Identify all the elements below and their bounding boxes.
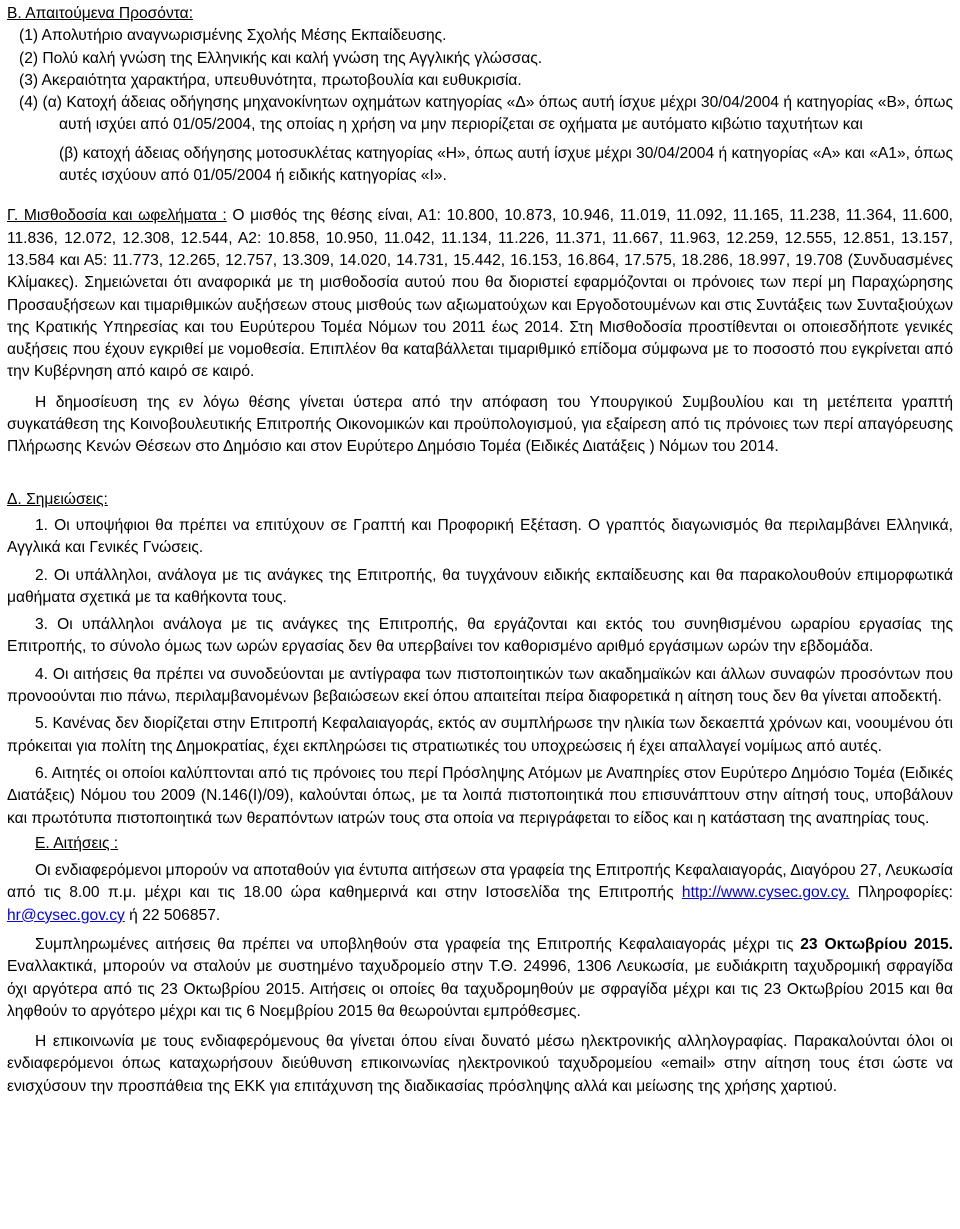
- note-1: 1. Οι υποψήφιοι θα πρέπει να επιτύχουν σε Γραπτή και Προφορική Εξέταση. Ο γραπτός διαγωνισμός θα περιλαμβάνει Ελληνικά, Αγγλικά και Γενικές Γνώσεις.: [7, 516, 953, 557]
- note-5: 5. Κανένας δεν διορίζεται στην Επιτροπή Κεφαλαιαγοράς, εκτός αν συμπλήρωσε την ηλικία των δεκαεπτά χρόνων και, νοουμένου ότι πρόκειται για πολίτη της Δημοκρατίας, έχει εκπληρώσει τις στρατιωτικές του υποχρεώσεις ή έχει απαλλαγεί νομίμως από αυτές.: [7, 715, 953, 755]
- requirement-2: (2) Πολύ καλή γνώση της Ελληνικής και καλή γνώση της Αγγλικής γλώσσας.: [19, 49, 543, 67]
- applications-text: Οι ενδιαφερόμενοι μπορούν να αποταθούν για έντυπα αιτήσεων στα γραφεία της Επιτροπής Κεφαλαιαγοράς, Διαγόρου 27, Λευκωσία από τις 8.00 π.μ. μέχρι και τις 18.00 ώρα καθημερινά και στην Ιστοσελίδα της Επιτροπής: [7, 862, 953, 902]
- section-c-heading: Γ. Μισθοδοσία και ωφελήματα :: [7, 207, 227, 225]
- applications-paragraph-3: Η επικοινωνία με τους ενδιαφερόμενους θα γίνεται όπου είναι δυνατό μέσω ηλεκτρονικής αλληλογραφίας. Παρακαλούνται όλοι οι ενδιαφερόμενοι όπως καταχωρήσουν διεύθυνση επικοινωνίας ηλεκτρονικού ταχυδρομείου «email» στην αίτηση τους έτσι ώστε να ενισχύσουν την προσπάθεια της ΕΚΚ για επιτάχυνση της διαδικασίας πρόσληψης αλλά και μείωσης της χρήσης χαρτιού.: [7, 1033, 953, 1095]
- website-link[interactable]: http://www.cysec.gov.cy.: [681, 884, 850, 902]
- submission-details: Εναλλακτικά, μπορούν να σταλούν με συστημένο ταχυδρομείο στην Τ.Θ. 24996, 1306 Λευκωσία, με ευδιάκριτη ταχυδρομική σφραγίδα όχι αργότερα από τις 23 Οκτωβρίου 2015. Αιτήσεις οι οποίες θα ταχυδρομηθούν με σφραγίδα μέχρι και τις 23 Οκτωβρίου 2015 και θα ληφθούν το αργότερο μέχρι και τις 6 Νοεμβρίου 2015 θα θεωρούνται εμπρόθεσμες.: [7, 958, 953, 1020]
- email-link[interactable]: hr@cysec.gov.cy: [7, 906, 125, 924]
- salary-paragraph: [7, 205, 953, 383]
- phone-number: ή 22 506857.: [124, 906, 221, 924]
- spacer: [7, 459, 953, 489]
- deadline-date: 23 Οκτωβρίου 2015.: [800, 935, 953, 953]
- info-label: Πληροφορίες:: [849, 884, 953, 902]
- note-4: 4. Οι αιτήσεις θα πρέπει να συνοδεύονται με αντίγραφα των πιστοποιητικών των ακαδημαϊκών και άλλων συναφών προσόντων που προνοούνται πιο πάνω, περιλαμβανομένων βεβαιώσεων εκεί όπου απαιτείται πείρα διαφορετικά η αίτηση τους δεν θα γίνεται αποδεκτή.: [7, 665, 953, 706]
- requirement-1: (1) Απολυτήριο αναγνωρισμένης Σχολής Μέσης Εκπαίδευσης.: [19, 27, 447, 45]
- requirement-4b: (β) κατοχή άδειας οδήγησης μοτοσυκλέτας κατηγορίας «Η», όπως αυτή ίσχυε μέχρι 30/04/2004 ή κατηγορίας «Α» και «Α1», όπως αυτές ισχύουν από 01/05/2004 ή ειδικής κατηγορίας «Ι».: [59, 144, 953, 185]
- requirement-4a: (4) (α) Κατοχή άδειας οδήγησης μηχανοκίνητων οχημάτων κατηγορίας «Δ» όπως αυτή ίσχυε μέχρι 30/04/2004 ή κατηγορίας «Β», όπως αυτή ισχύει από 01/05/2004, της οποίας η χρήση να μην περιορίζεται σε οχήματα με αυτόματο κιβώτιο ταχυτήτων και: [19, 94, 953, 134]
- applications-paragraph-1: [7, 860, 953, 927]
- note-2: 2. Οι υπάλληλοι, ανάλογα με τις ανάγκες της Επιτροπής, θα τυγχάνουν ειδικής εκπαίδευσης και θα παρακολουθούν επιμορφωτικά μαθήματα σχετικά με τα καθήκοντα τους.: [7, 566, 953, 606]
- requirement-3: (3) Ακεραιότητα χαρακτήρα, υπευθυνότητα, πρωτοβουλία και ευθυκρισία.: [19, 71, 522, 89]
- submission-text: Συμπληρωμένες αιτήσεις θα πρέπει να υποβληθούν στα γραφεία της Επιτροπής Κεφαλαιαγοράς μέχρι τις: [35, 935, 801, 953]
- section-b-heading: Β. Απαιτούμενα Προσόντα:: [7, 5, 194, 22]
- salary-note: Σημειώνεται ότι αναφορικά με τη μισθοδοσία αυτού που θα διοριστεί εφαρμόζονται οι πρόνοιες των περί μη Παραχώρησης Προσαυξήσεων και τιμαριθμικών αυξήσεων στους μισθούς των αξιωματούχων και Εργοδοτουμένων και στις Συντάξεις των Συνταξιούχων της Κρατικής Υπηρεσίας και του Ευρύτερου Τομέα Νόμων του 2011 έως 2014. Στη Μισθοδοσία προστίθενται οι οποιεσδήποτε γενικές αυξήσεις που έχουν εγκριθεί με νομοθεσία. Επιπλέον θα καταβάλλεται τιμαριθμικό επίδομα σύμφωνα με το ποσοστό που εγκρίνεται από την Κυβέρνηση από καιρό σε καιρό.: [7, 274, 953, 381]
- section-d-heading: Δ. Σημειώσεις:: [7, 490, 108, 508]
- section-e-heading: Ε. Αιτήσεις :: [35, 834, 119, 852]
- publication-paragraph: Η δημοσίευση της εν λόγω θέσης γίνεται ύστερα από την απόφαση του Υπουργικού Συμβουλίου και τη μετέπειτα γραπτή συγκατάθεση της Κοινοβουλευτικής Επιτροπής Οικονομικών και προϋπολογισμού, για εξαίρεση από τις πρόνοιες των περί απαγόρευσης Πλήρωσης Κενών Θέσεων στο Δημόσιο και στον Ευρύτερο Δημόσιο Τομέα (Ειδικές Διατάξεις ) Νόμων του 2014.: [7, 393, 953, 456]
- note-6: 6. Αιτητές οι οποίοι καλύπτονται από τις πρόνοιες του περί Πρόσληψης Ατόμων με Αναπηρίες στον Ευρύτερο Δημόσιο Τομέα (Ειδικές Διατάξεις) Νόμου του 2009 (Ν.146(Ι)/09), καλούνται όπως, με τα λοιπά πιστοποιητικά που επισυνάπτουν στην αίτησή τους, υποβάλουν και πρωτότυπα πιστοποιητικά των θεραπόντων ιατρών τους στα οποία να περιγράφεται το είδος και η κατάσταση της αναπηρίας τους.: [7, 764, 953, 827]
- note-3: 3. Οι υπάλληλοι ανάλογα με τις ανάγκες της Επιτροπής, θα εργάζονται και εκτός του συνηθισμένου ωραρίου εργασίας της Επιτροπής, το σύνολο όμως των ωρών εργασίας δεν θα υπερβαίνει τον καθορισμένο αριθμό εργάσιμων ωρών την εβδομάδα.: [7, 616, 953, 656]
- salary-scales: Ο μισθός της θέσης είναι, Α1: 10.800, 10.873, 10.946, 11.019, 11.092, 11.165, 11.238, 11.364, 11.600, 11.836, 12.072, 12.308, 12.544, Α2: 10.858, 10.950, 11.042, 11.134, 11.226, 11.371, 11.667, 11.963, 12.259, 12.555, 12.851, 13.157, 13.584 και Α5: 11.773, 12.265, 12.757, 13.309, 14.020, 14.731, 15.442, 16.153, 16.864, 17.575, 18.286, 18.997, 19.708 (Συνδυασμένες Κλίμακες).: [7, 207, 953, 292]
- applications-paragraph-2: [7, 934, 953, 1023]
- spacer: [7, 187, 953, 205]
